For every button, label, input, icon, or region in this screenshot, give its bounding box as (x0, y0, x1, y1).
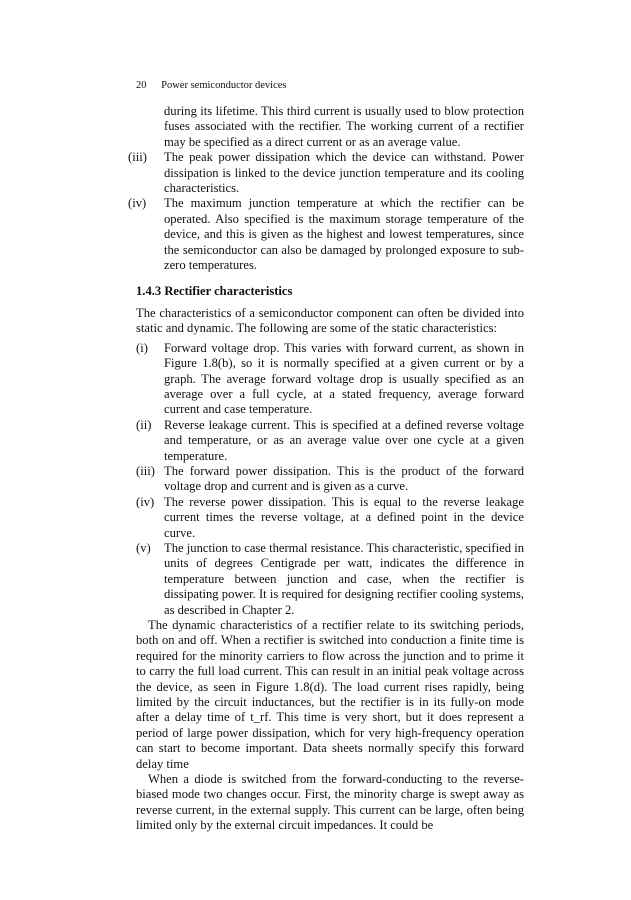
list-item-text: The forward power dissipation. This is the product of the forward voltage drop and current and is given as a curve. (164, 463, 524, 494)
intro-paragraph: The characteristics of a semiconductor component can often be divided into static and dynamic. The following are some of the static characteristics: (136, 305, 524, 336)
list-marker: (iv) (128, 196, 147, 211)
list-marker: (ii) (136, 417, 152, 432)
list-marker: (iii) (128, 150, 147, 165)
list-item (136, 541, 524, 618)
list-marker: (v) (136, 540, 151, 555)
list-item-text: The junction to case thermal resistance. This characteristic, specified in units of degrees Centigrade per watt, indicates the difference in temperature between junction and case, when the rectifier is dissipating power. It is required for designing rectifier cooling systems, as described in Chapter 2. (164, 540, 524, 617)
list-item-text: Forward voltage drop. This varies with forward current, as shown in Figure 1.8(b), so it is normally specified at a given current or by a graph. The average forward voltage drop is usually specified as an average over a full cycle, at a stated frequency, average forward current and case temperature. (164, 340, 524, 417)
list-marker: (iii) (136, 463, 155, 478)
list-item-text: Reverse leakage current. This is specified at a defined reverse voltage and temperature, or as an average value over one cycle at a given temperature. (164, 417, 524, 463)
running-header (136, 80, 287, 91)
list-item (128, 150, 524, 196)
list-item (136, 341, 524, 418)
list-item-text: The maximum junction temperature at which the rectifier can be operated. Also specified is the maximum storage temperature of the device, and this is given as the highest and lowest temperatures, since the semiconductor can also be damaged by prolonged exposure to sub-zero temperatures. (164, 196, 524, 273)
section-heading: 1.4.3 Rectifier characteristics (136, 284, 293, 299)
list-item-text: The reverse power dissipation. This is equal to the reverse leakage current times the reverse voltage, at a defined point in the device curve. (164, 494, 524, 540)
dynamic-paragraph: The dynamic characteristics of a rectifier relate to its switching periods, both on and off. When a rectifier is switched into conduction a finite time is required for the minority carriers to flow across the junction and to prime it to carry the full load current. This can result in an initial peak voltage across the device, as seen in Figure 1.8(d). The load current rises rapidly, being limited by the circuit inductances, but the rectifier is in its fully-on mode after a delay time of t_rf. This time is very short, but it does represent a period of large power dissipation, which for very high-frequency operation can start to become important. Data sheets normally specify this forward delay time (136, 618, 524, 771)
page-number: 20 (136, 80, 147, 91)
list-item (128, 196, 524, 273)
list-item (136, 418, 524, 464)
list-item-text: The peak power dissipation which the device can withstand. Power dissipation is linked to the device junction temperature and its cooling characteristics. (164, 150, 524, 196)
list-marker: (iv) (136, 494, 155, 509)
list-marker: (i) (136, 340, 148, 355)
switching-paragraph: When a diode is switched from the forward-conducting to the reverse-biased mode two changes occur. First, the minority charge is swept away as reverse current, in the external supply. This current can be large, often being limited only by the external circuit impedances. It could be (136, 772, 524, 833)
running-title: Power semiconductor devices (161, 80, 287, 91)
list-item (136, 464, 524, 495)
list-item-continuation: during its lifetime. This third current is usually used to blow protection fuses associated with the rectifier. The working current of a rectifier may be specified as a direct current or as an average value. (164, 104, 524, 149)
list-item (136, 495, 524, 541)
page-body (128, 104, 524, 834)
